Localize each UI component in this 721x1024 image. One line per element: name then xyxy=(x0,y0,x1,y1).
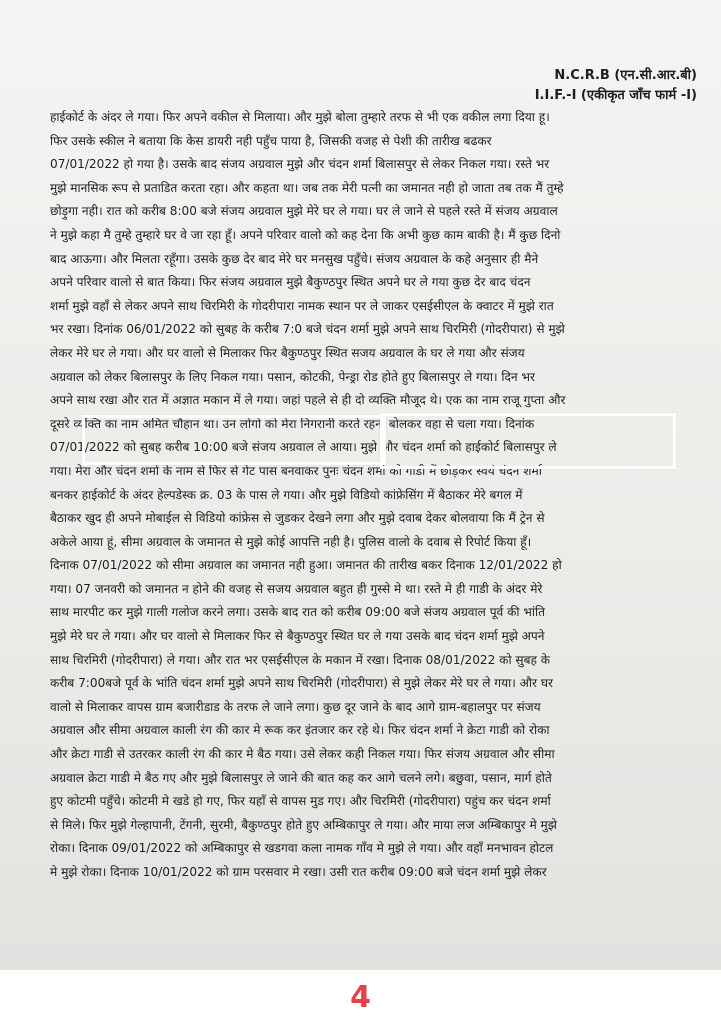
text-line: हुए कोटमी पहुँचे। कोटमी मे खडे हो गए, फिर यहाँ से वापस मुड गए। और चिरमिरी (गोदरीपारा) पहुंच कर चंदन शर्मा xyxy=(50,794,551,809)
text-line: मुझे मानसिक रूप से प्रताडित करता रहा। और कहता था। जब तक मेरी पत्नी का जमानत नही हो जाता तब तक मैं तुम्हे xyxy=(50,180,564,195)
text-line: गया। 07 जनवरी को जमानत न होने की वजह से सजय अग्रवाल बहुत ही गुस्से मे था। रस्ते मे ही गाडी के अंदर मेरे xyxy=(50,581,543,596)
text-line: बनकर हाईकोर्ट के अंदर हेल्पडेस्क क्र. 03 के पास ले गया। और मुझे विडियो कांफ्रेसिंग में बैठाकर मेरे बगल में xyxy=(50,487,523,502)
form-header xyxy=(535,66,697,106)
highlight-box-left xyxy=(82,415,386,465)
text-line: अग्रवाल और सीमा अग्रवाल काली रंग की कार मे रूक कर इंतजार कर रहे थे। फिर चंदन शर्मा ने क्रेटा गाडी को रोका xyxy=(50,723,550,738)
text-line: से मिले। फिर मुझे गेल्हापानी, टेंगनी, सुरमी, बैकुण्ठपुर होते हुए अम्बिकापुर ले गया। और माया लज अम्बिकापुर मे मुझे xyxy=(50,817,557,832)
text-line: हाईकोर्ट के अंदर ले गया। फिर अपने वकील से मिलाया। और मुझे बोला तुम्हारे तरफ से भी एक वकील लगा दिया हू। xyxy=(50,110,550,124)
text-line: अग्रवाल क्रेटा गाडी मे बैठ गए और मुझे बिलासपुर ले जाने की बात कह कर आगे चलने लगे। बछुवा, पसान, मार्ग होते xyxy=(50,770,552,785)
body-text xyxy=(50,106,678,885)
text-line: वालो से मिलाकर वापस ग्राम बजारीडाड के तरफ ले जाने लगा। कुछ दूर जाने के बाद आगे ग्राम-बहालपुर पर संजय xyxy=(50,699,541,714)
text-line: बाद आऊगा। और मिलता रहूँगा। उसके कुछ देर बाद मेरे घर मनसुख पहुँचे। संजय अग्रवाल के कहे अनुसार ही मैने xyxy=(50,251,539,266)
text-line: करीब 7:00बजे पूर्व के भांति चंदन शर्मा मुझे अपने साथ चिरमिरी (गोदरीपारा) से मुझे लेकर मेरे घर ले गया। और घर xyxy=(50,676,553,691)
text-line: मे मुझे रोका। दिनाक 10/01/2022 को ग्राम परसवार मे रखा। उसी रात करीब 09:00 बजे चंदन शर्मा मुझे लेकर xyxy=(50,865,547,879)
text-line: और क्रेटा गाडी से उतरकर काली रंग की कार मे बैठ गया। उसे लेकर कही निकल गया। फिर संजय अग्रवाल और सीमा xyxy=(50,747,555,762)
text-line: साथ चिरमिरी (गोदरीपारा) ले गया। और रात भर एसईसीएल के मकान में रखा। दिनाक 08/01/2022 को सुबह के xyxy=(50,652,551,667)
page-number: 4 xyxy=(350,980,371,1015)
text-line: भर रखा। दिनांक 06/01/2022 को सुबह के करीब 7:0 बजे चंदन शर्मा मुझे अपने साथ चिरमिरी (गोदरीपारा) से मुझे xyxy=(50,322,565,337)
text-line: साथ मारपीट कर मुझे गाली गलोज करने लगा। उसके बाद रात को करीब 09:00 बजे संजय अग्रवाल पूर्व की भांति xyxy=(50,605,546,620)
text-line: अकेले आया हूं, सीमा अग्रवाल के जमानत से मुझे कोई आपत्ति नही है। पुलिस वालो के दवाब से रिपोर्ट किया हूँ। xyxy=(50,534,532,549)
text-line: शर्मा मुझे वहाँ से लेकर अपने साथ चिरमिरी के गोदरीपारा नामक स्थान पर ले जाकर एसईसीएल के क्वाटर में मुझे रात xyxy=(50,298,554,313)
text-line: दूसरे व्यक्ति का नाम अमित चौहान था। उन लोगो को मेरा निगरानी करते रहना बोलकर वहा से चला गया। दिनांक xyxy=(50,416,535,431)
text-line: लेकर मेरे घर ले गया। और घर वालो से मिलाकर फिर बैकुण्ठपुर स्थित सजय अग्रवाल के घर ले गया और संजय xyxy=(50,345,525,360)
text-line: 07/01/2022 हो गया है। उसके बाद संजय अग्रवाल मुझे और चंदन शर्मा बिलासपुर से लेकर निकल गया। रस्ते भर xyxy=(50,157,550,172)
text-line: गया। मेरा और चंदन शर्मा के नाम से फिर से गेट पास बनवाकर पुनः चंदन शर्मा को गाडी में छोड़कर स्वयं चंदन शर्मा xyxy=(50,463,542,478)
text-line: छोड़ुगा नही। रात को करीब 8:00 बजे संजय अग्रवाल मुझे मेरे घर ले गया। घर ले जाने से पहले रस्ते में संजय अग्रवाल xyxy=(50,204,558,219)
text-line: 07/01/2022 को सुबह करीब 10:00 बजे संजय अग्रवाल ले आया। मुझे और चंदन शर्मा को हाईकोर्ट बिलासपुर ले xyxy=(50,440,557,455)
text-line: रोका। दिनाक 09/01/2022 को अम्बिकापुर से खडगवा कला नामक गाँव मे मुझे ले गया। और वहाँ मनभावन होटल xyxy=(50,841,554,856)
text-line: बैठाकर खुद ही अपने मोबाईल से विडियो कांफ्रेस से जुडकर देखने लगा और मुझे दवाब देकर बोलवाया कि मैं ट्रेन से xyxy=(50,511,545,526)
text-line: अग्रवाल को लेकर बिलासपुर के लिए निकल गया। पसान, कोटकी, पेन्ड्रा रोड होते हुए बिलासपुर ले गया। दिन भर xyxy=(50,369,535,384)
header-line-1: N.C.R.B (एन.सी.आर.बी) xyxy=(554,68,697,83)
text-line: फिर उसके स्कील ने बताया कि केस डायरी नही पहुँच पाया है, जिसकी वजह से पेशी की तारीख बढकर xyxy=(50,133,492,148)
text-line: मुझे मेरे घर ले गया। और घर वालो से मिलाकर फिर से बैकुण्ठपुर स्थित घर ले गया उसके बाद चंदन शर्मा मुझे अपने xyxy=(50,629,545,644)
highlight-box-right xyxy=(380,413,676,469)
text-line: ने मुझे कहा मै तुम्हे तुम्हारे घर वे जा रहा हूँ। अपने परिवार वालो को कह देना कि अभी कुछ काम बाकी है। मैं कुछ दिनो xyxy=(50,227,561,242)
text-line: दिनाक 07/01/2022 को सीमा अग्रवाल का जमानत नही हुआ। जमानत की तारीख बकर दिनाक 12/01/2022 हो xyxy=(50,558,562,573)
text-line: अपने परिवार वालो से बात किया। फिर संजय अग्रवाल मुझे बैकुण्ठपुर स्थित अपने घर ले गया कुछ देर बाद चंदन xyxy=(50,275,531,290)
header-line-2: I.I.F.-I (एकीकृत जाँच फार्म -I) xyxy=(534,88,697,103)
text-line: अपने साथ रखा और रात में अज्ञात मकान में ले गया। जहां पहले से ही दो व्यक्ति मौजूद थे। एक का नाम राजू गुप्ता और xyxy=(50,393,566,408)
